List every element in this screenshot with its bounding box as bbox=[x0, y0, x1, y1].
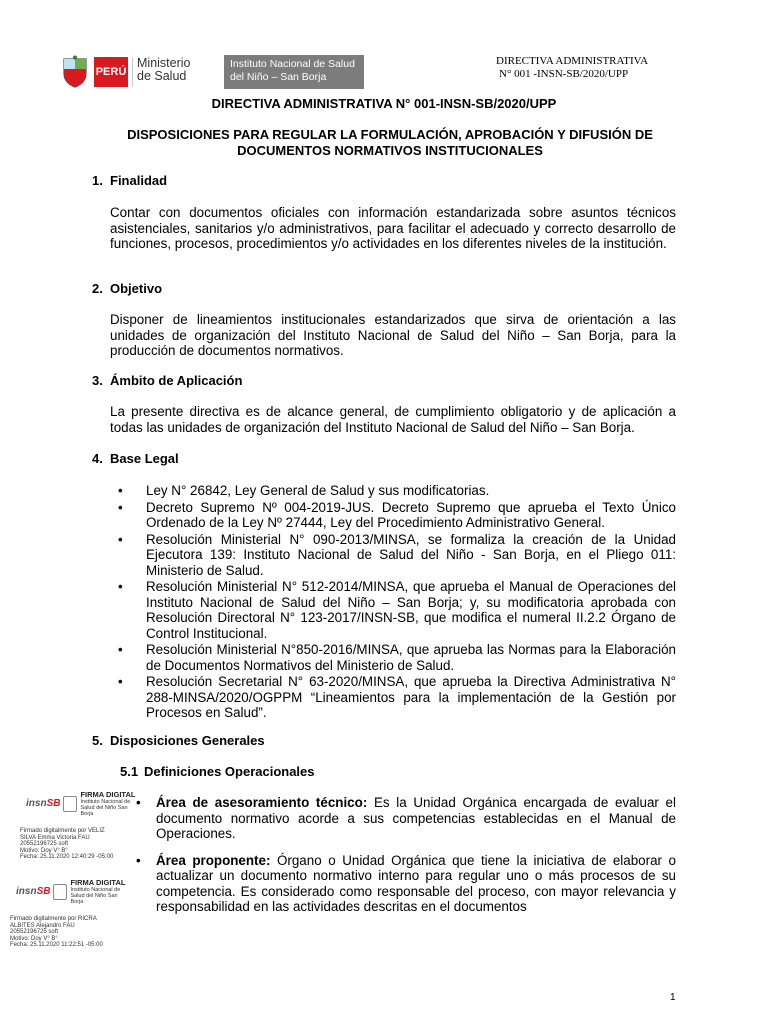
list-item: • Resolución Ministerial N° 512-2014/MINSA, que aprueba el Manual de Operaciones del Instituto Nacional de Salud del Niño – San Borja; y, su modificatoria aprobada con Resolución Directoral N° 123-2017/INSN-SB, que modifica el numeral II.2.2 Órgano de Control Institucional. bbox=[110, 579, 676, 641]
firma-digital-sub: Salud del Niño San bbox=[70, 893, 118, 899]
peru-coat-of-arms-icon bbox=[60, 55, 90, 89]
definitions-list bbox=[134, 795, 676, 926]
section-title: Disposiciones Generales bbox=[110, 733, 265, 748]
header-directive-ref bbox=[496, 55, 648, 81]
firma-digital-sub: Instituto Nacional de bbox=[70, 887, 121, 893]
fingerprint-icon bbox=[53, 884, 67, 900]
firma-digital-sub: Salud del Niño San bbox=[80, 805, 128, 811]
subsection-heading-definiciones bbox=[120, 764, 315, 779]
list-item bbox=[134, 795, 676, 842]
firma-digital-block bbox=[70, 878, 125, 905]
section-title: Objetivo bbox=[110, 281, 163, 296]
institute-label bbox=[224, 55, 364, 89]
signature-line: Firmado digitalmente por RICRA bbox=[10, 916, 97, 922]
section-title: Base Legal bbox=[110, 451, 179, 466]
peru-label: PERÚ bbox=[94, 57, 128, 87]
section-heading-objetivo bbox=[92, 281, 162, 296]
section-title: Finalidad bbox=[110, 173, 168, 188]
definition-term: Área proponente: bbox=[156, 852, 271, 868]
document-subtitle: DISPOSICIONES PARA REGULAR LA FORMULACIÓN, APROBACIÓN Y DIFUSIÓN DE DOCUMENTOS NORMATIVOS INSTITUCIONALES bbox=[127, 127, 653, 158]
firma-digital-title: FIRMA DIGITAL bbox=[80, 790, 136, 799]
insn-logo-text: insn bbox=[26, 798, 47, 809]
firma-digital-block bbox=[80, 790, 135, 817]
list-item: • Resolución Secretarial N° 63-2020/MINSA, que aprueba la Directiva Administrativa N° 288-MINSA/2020/OGPPM “Lineamientos para la implementación de la Gestión por Procesos en Salud”. bbox=[110, 674, 676, 721]
section-heading-finalidad bbox=[92, 173, 167, 188]
list-item: • Decreto Supremo Nº 004-2019-JUS. Decreto Supremo que aprueba el Texto Único Ordenado de la Ley Nº 27444, Ley del Procedimiento Administrativo General. bbox=[110, 500, 676, 531]
paragraph-finalidad: Contar con documentos oficiales con información estandarizada sobre asuntos técnicos asistenciales, sanitarios y/o administrativos, para facilitar el adecuado y correcto desarrollo de funciones, procesos, procedimientos y/o actividades en los diferentes niveles de la institución. bbox=[110, 205, 676, 251]
fingerprint-icon bbox=[63, 796, 77, 812]
firma-digital-sub: Borja bbox=[70, 899, 84, 905]
signature-details bbox=[20, 828, 113, 861]
section-number: 3. bbox=[92, 373, 103, 388]
definition-term: Área de asesoramiento técnico: bbox=[156, 795, 368, 810]
section-heading-base-legal bbox=[92, 451, 179, 466]
section-number: 2. bbox=[92, 281, 103, 296]
institute-line1: Instituto Nacional de Salud bbox=[230, 58, 355, 70]
firma-digital-sub: Borja bbox=[80, 811, 94, 817]
header-ref-line1: DIRECTIVA ADMINISTRATIVA bbox=[496, 55, 649, 67]
section-number: 5.1 bbox=[120, 764, 139, 779]
signature-line: 20552196725 soft bbox=[10, 929, 59, 935]
signature-line: Firmado digitalmente por VELIZ bbox=[20, 828, 105, 834]
list-item: • Resolución Ministerial N° 090-2013/MINSA, se formaliza la creación de la Unidad Ejecutora 139: Instituto Nacional de Salud del Niño - San Borja, en el Pliego 011: Ministerio de Salud. bbox=[110, 532, 676, 579]
list-item bbox=[134, 853, 676, 915]
section-title: Definiciones Operacionales bbox=[144, 764, 315, 779]
ministerio-line1: Ministerio bbox=[137, 56, 191, 70]
list-item: • Resolución Ministerial N°850-2016/MINSA, que aprueba las Normas para la Elaboración de Documentos Normativos del Ministerio de Salud. bbox=[110, 642, 676, 673]
section-heading-disposiciones bbox=[92, 733, 265, 748]
firma-digital-title: FIRMA DIGITAL bbox=[70, 878, 126, 887]
section-number: 4. bbox=[92, 451, 103, 466]
document-title: DIRECTIVA ADMINISTRATIVA N° 001-INSN-SB/2020/UPP bbox=[211, 96, 557, 111]
section-title: Ámbito de Aplicación bbox=[110, 373, 243, 388]
ministerio-line2: de Salud bbox=[137, 69, 187, 83]
institute-line2: del Niño – San Borja bbox=[230, 71, 327, 83]
definition-text: Es la Unidad Orgánica encargada de evaluar el documento normativo acorde a sus competencias establecidas en el Manual de Operaciones. bbox=[156, 795, 676, 841]
digital-signature-stamp bbox=[16, 878, 125, 905]
section-heading-ambito bbox=[92, 373, 242, 388]
base-legal-list bbox=[110, 483, 676, 722]
insn-logo bbox=[16, 886, 50, 897]
section-number: 5. bbox=[92, 733, 103, 748]
digital-signature-stamp bbox=[26, 790, 135, 817]
signature-line: Fecha: 25.11.2020 11:22:51 -05:00 bbox=[10, 942, 103, 948]
header-ref-line2: N° 001 -INSN-SB/2020/UPP bbox=[499, 68, 629, 80]
insn-logo-suffix: SB bbox=[46, 798, 61, 809]
signature-line: Motivo: Doy V° B° bbox=[20, 847, 68, 854]
signature-line: Fecha: 25.11.2020 12:40:29 -05:00 bbox=[20, 854, 114, 860]
paragraph-objetivo: Disponer de lineamientos institucionales estandarizados que sirva de orientación a las unidades de organización del Instituto Nacional de Salud del Niño – San Borja, para la producción de documentos normativos. bbox=[110, 312, 676, 358]
page-number: 1 bbox=[670, 992, 676, 1003]
ministerio-label bbox=[132, 57, 222, 87]
insn-logo bbox=[26, 798, 60, 809]
insn-logo-text: insn bbox=[16, 886, 37, 897]
insn-logo-suffix: SB bbox=[36, 886, 51, 897]
signature-line: 20552196725 soft bbox=[20, 841, 69, 847]
signature-line: ALBITES Alejandro FAU bbox=[10, 922, 75, 929]
list-item: • Ley N° 26842, Ley General de Salud y sus modificatorias. bbox=[110, 483, 676, 499]
signature-details bbox=[10, 916, 103, 949]
firma-digital-sub: Instituto Nacional de bbox=[80, 799, 131, 805]
paragraph-ambito: La presente directiva es de alcance general, de cumplimiento obligatorio y de aplicación a todas las unidades de organización del Instituto Nacional de Salud del Niño – San Borja. bbox=[110, 404, 676, 435]
section-number: 1. bbox=[92, 173, 103, 188]
definition-text: Órgano o Unidad Orgánica que tiene la iniciativa de elaborar o actualizar un documento normativo interno para regular uno o más procesos de su competencia. Es considerado como responsable del proceso, con mayor relevancia y responsabilidad en las actividades descritas en el documentos bbox=[156, 852, 676, 914]
signature-line: Motivo: Doy V° B° bbox=[10, 935, 58, 942]
signature-line: SILVA Emma Victoria FAU bbox=[20, 834, 90, 841]
